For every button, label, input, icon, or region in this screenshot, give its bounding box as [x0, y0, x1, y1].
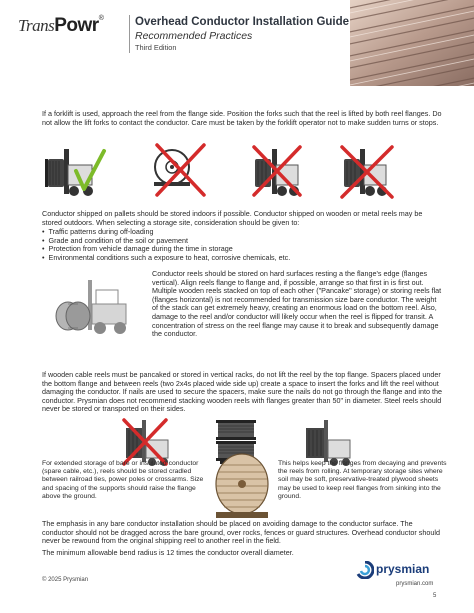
list-item: • Grade and condition of the soil or pavement — [42, 237, 442, 246]
prysmian-logo — [356, 560, 436, 580]
caption-left: For extended storage of bare or insulated conductor (spare cable, etc.), reels should be stored cradled between railroad ties, power poles or crossarms. Size and spacing of the supports should raise the flange above the ground. — [42, 460, 204, 500]
storage-considerations-list — [42, 228, 442, 262]
copyright-text: © 2025 Prysmian — [42, 577, 89, 583]
logo-powr: Powr — [54, 15, 99, 36]
emphasis-paragraph: The emphasis in any bare conductor installation should be placed on avoiding damage to the conductor surface. The conductor should not be dragged across the bare ground, over rocks, fences or guard structures. Overhead conductor should never be rewound from the original shipping reel to another reel in the field. — [42, 519, 440, 546]
forklift-reel-figure — [46, 276, 146, 336]
bend-radius-paragraph: The minimum allowable bend radius is 12 times the conductor overall diameter. — [42, 548, 294, 557]
brand-logo — [18, 15, 104, 37]
edition-label: Third Edition — [135, 43, 177, 52]
conductor-photo — [350, 0, 474, 86]
list-item: • Traffic patterns during off-loading — [42, 228, 442, 237]
list-item: • Environmental conditions such a exposure to heat, corrosive chemicals, etc. — [42, 254, 442, 263]
logo-reg: ® — [98, 15, 104, 22]
cradled-reel-figure — [212, 452, 272, 520]
page-title: Overhead Conductor Installation Guide — [135, 16, 350, 28]
header-divider — [129, 15, 130, 53]
list-item: • Protection from vehicle damage during the time in storage — [42, 245, 442, 254]
storage-intro-paragraph: Conductor shipped on pallets should be stored indoors if possible. Conductor shipped on wooden or metal reels may be stored outdoors. When selecting a storage site, consideration should be given to: — [42, 209, 423, 227]
pancake-paragraph: If wooden cable reels must be pancaked or stored in vertical racks, do not lift the reel by the top flange. Spacers placed under the bottom flange and between reels (two 2x4s placed wide side up) create a space to insert the forks and lift the reel without damaging the conductor. If nails are used to secure the spacers, make sure the nails do not go through the flange and into the conductor. Prysmian does not recommend stacking wooden reels with flanges greater than 50" in diameter. Steel reels should never be stored or transported on their sides. — [42, 370, 442, 414]
logo-trans: Trans — [18, 16, 55, 35]
page-subtitle: Recommended Practices — [135, 30, 253, 42]
caption-right: This helps keep the flanges from decaying and prevents the reels from rolling. At temporary storage sites where soil may be soft, preservative-treated plywood sheets may be used to keep reel flanges from sinking into the ground. — [278, 460, 447, 500]
prysmian-wordmark: prysmian — [376, 562, 430, 576]
forklift-illustrations — [42, 141, 442, 201]
hard-surface-paragraph: Conductor reels should be stored on hard surfaces resting a the flange's edge (flanges vertical). Align reels flange to flange and, if possible, arrange so that first in is first out. Multiple wooden reels stacked on top of each other ("Pancake" storage) or storing reels flat (flanges horizontal) is not recommended for transmission size bare conductor. The weight of the stack can get extremely heavy, creating an enormous load on the bottom reel. Also, damage to the reel and/or conductor will likely occur when the reel is flipped for transit. A concentration of stress on the reel flange may cause it to break and subsequently damage the conductor. — [152, 269, 442, 339]
footer-url[interactable]: prysmian.com — [396, 581, 434, 587]
page-number: 5 — [433, 593, 437, 599]
prysmian-symbol-icon — [356, 561, 374, 579]
forklift-paragraph: If a forklift is used, approach the reel from the flange side. Position the forks such that the reel is lifted by both reel flanges. Do not allow the lift forks to contact the conductor. Care must be taken by the forklift operator not to make sudden turns or stops. — [42, 109, 442, 127]
